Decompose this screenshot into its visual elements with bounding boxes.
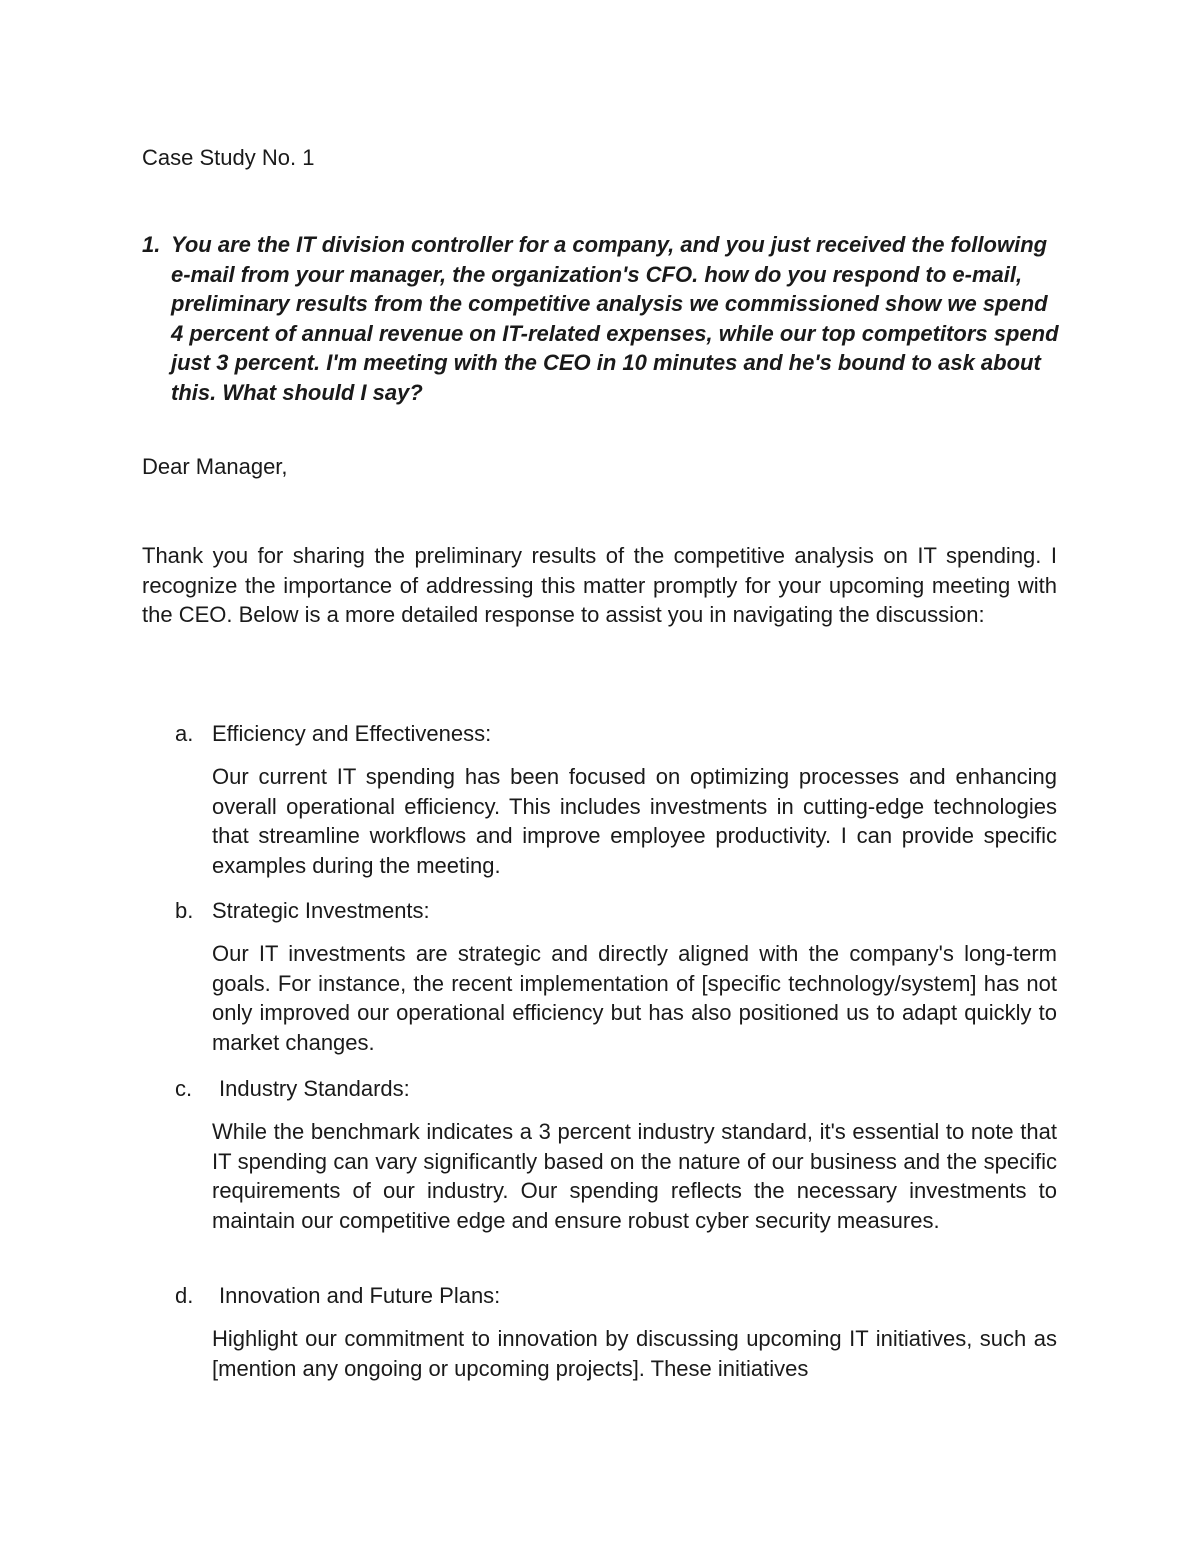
- point-heading: [175, 896, 1060, 925]
- point-innovation: [175, 1281, 1060, 1383]
- intro-paragraph: Thank you for sharing the preliminary results of the competitive analysis on IT spending. I recognize the importance of addressing this matter promptly for your upcoming meeting with the CEO. Below is a more detailed response to assist you in navigating the discussion:: [142, 543, 1057, 627]
- point-heading-text: Efficiency and Effectiveness:: [212, 721, 492, 746]
- point-heading: [175, 1281, 1060, 1310]
- point-heading: [175, 719, 1060, 748]
- question-number: 1.: [142, 232, 161, 257]
- point-letter: d.: [175, 1283, 194, 1308]
- salutation: Dear Manager,: [142, 454, 288, 479]
- point-body: Our current IT spending has been focused on optimizing processes and enhancing overall operational efficiency. This includes investments in cutting-edge technologies that streamline workflows and improve employee productivity. I can provide specific examples during the meeting.: [212, 764, 1057, 878]
- point-body: While the benchmark indicates a 3 percent industry standard, it's essential to note that IT spending can vary significantly based on the nature of our business and the specific requirements of our industry. Our spending reflects the necessary investments to maintain our competitive edge and ensure robust cyber security measures.: [212, 1119, 1057, 1233]
- question-text: You are the IT division controller for a company, and you just received the following e-mail from your manager, the organization's CFO. how do you respond to e-mail, preliminary results from the competitive analysis we commissioned show we spend 4 percent of annual revenue on IT-related expenses, while our top competitors spend just 3 percent. I'm meeting with the CEO in 10 minutes and he's bound to ask about this. What should I say?: [171, 232, 1059, 405]
- point-letter: c.: [175, 1076, 193, 1101]
- point-letter: b.: [175, 898, 194, 923]
- point-letter: a.: [175, 721, 194, 746]
- point-heading-text: Strategic Investments:: [212, 898, 430, 923]
- point-heading-text: Innovation and Future Plans:: [219, 1283, 501, 1308]
- point-industry-standards: [175, 1074, 1060, 1235]
- point-body: Our IT investments are strategic and directly aligned with the company's long-term goals. For instance, the recent implementation of [specific technology/system] has not only improved our operational efficiency but has also positioned us to adapt quickly to market changes.: [212, 941, 1057, 1055]
- case-question: [142, 230, 1062, 407]
- page-title: Case Study No. 1: [142, 145, 315, 170]
- point-efficiency: [175, 719, 1060, 880]
- point-heading-text: Industry Standards:: [219, 1076, 410, 1101]
- point-heading: [175, 1074, 1060, 1103]
- point-body: Highlight our commitment to innovation by discussing upcoming IT initiatives, such as [mention any ongoing or upcoming projects]. These initiatives: [212, 1326, 1057, 1381]
- point-strategic-investments: [175, 896, 1060, 1057]
